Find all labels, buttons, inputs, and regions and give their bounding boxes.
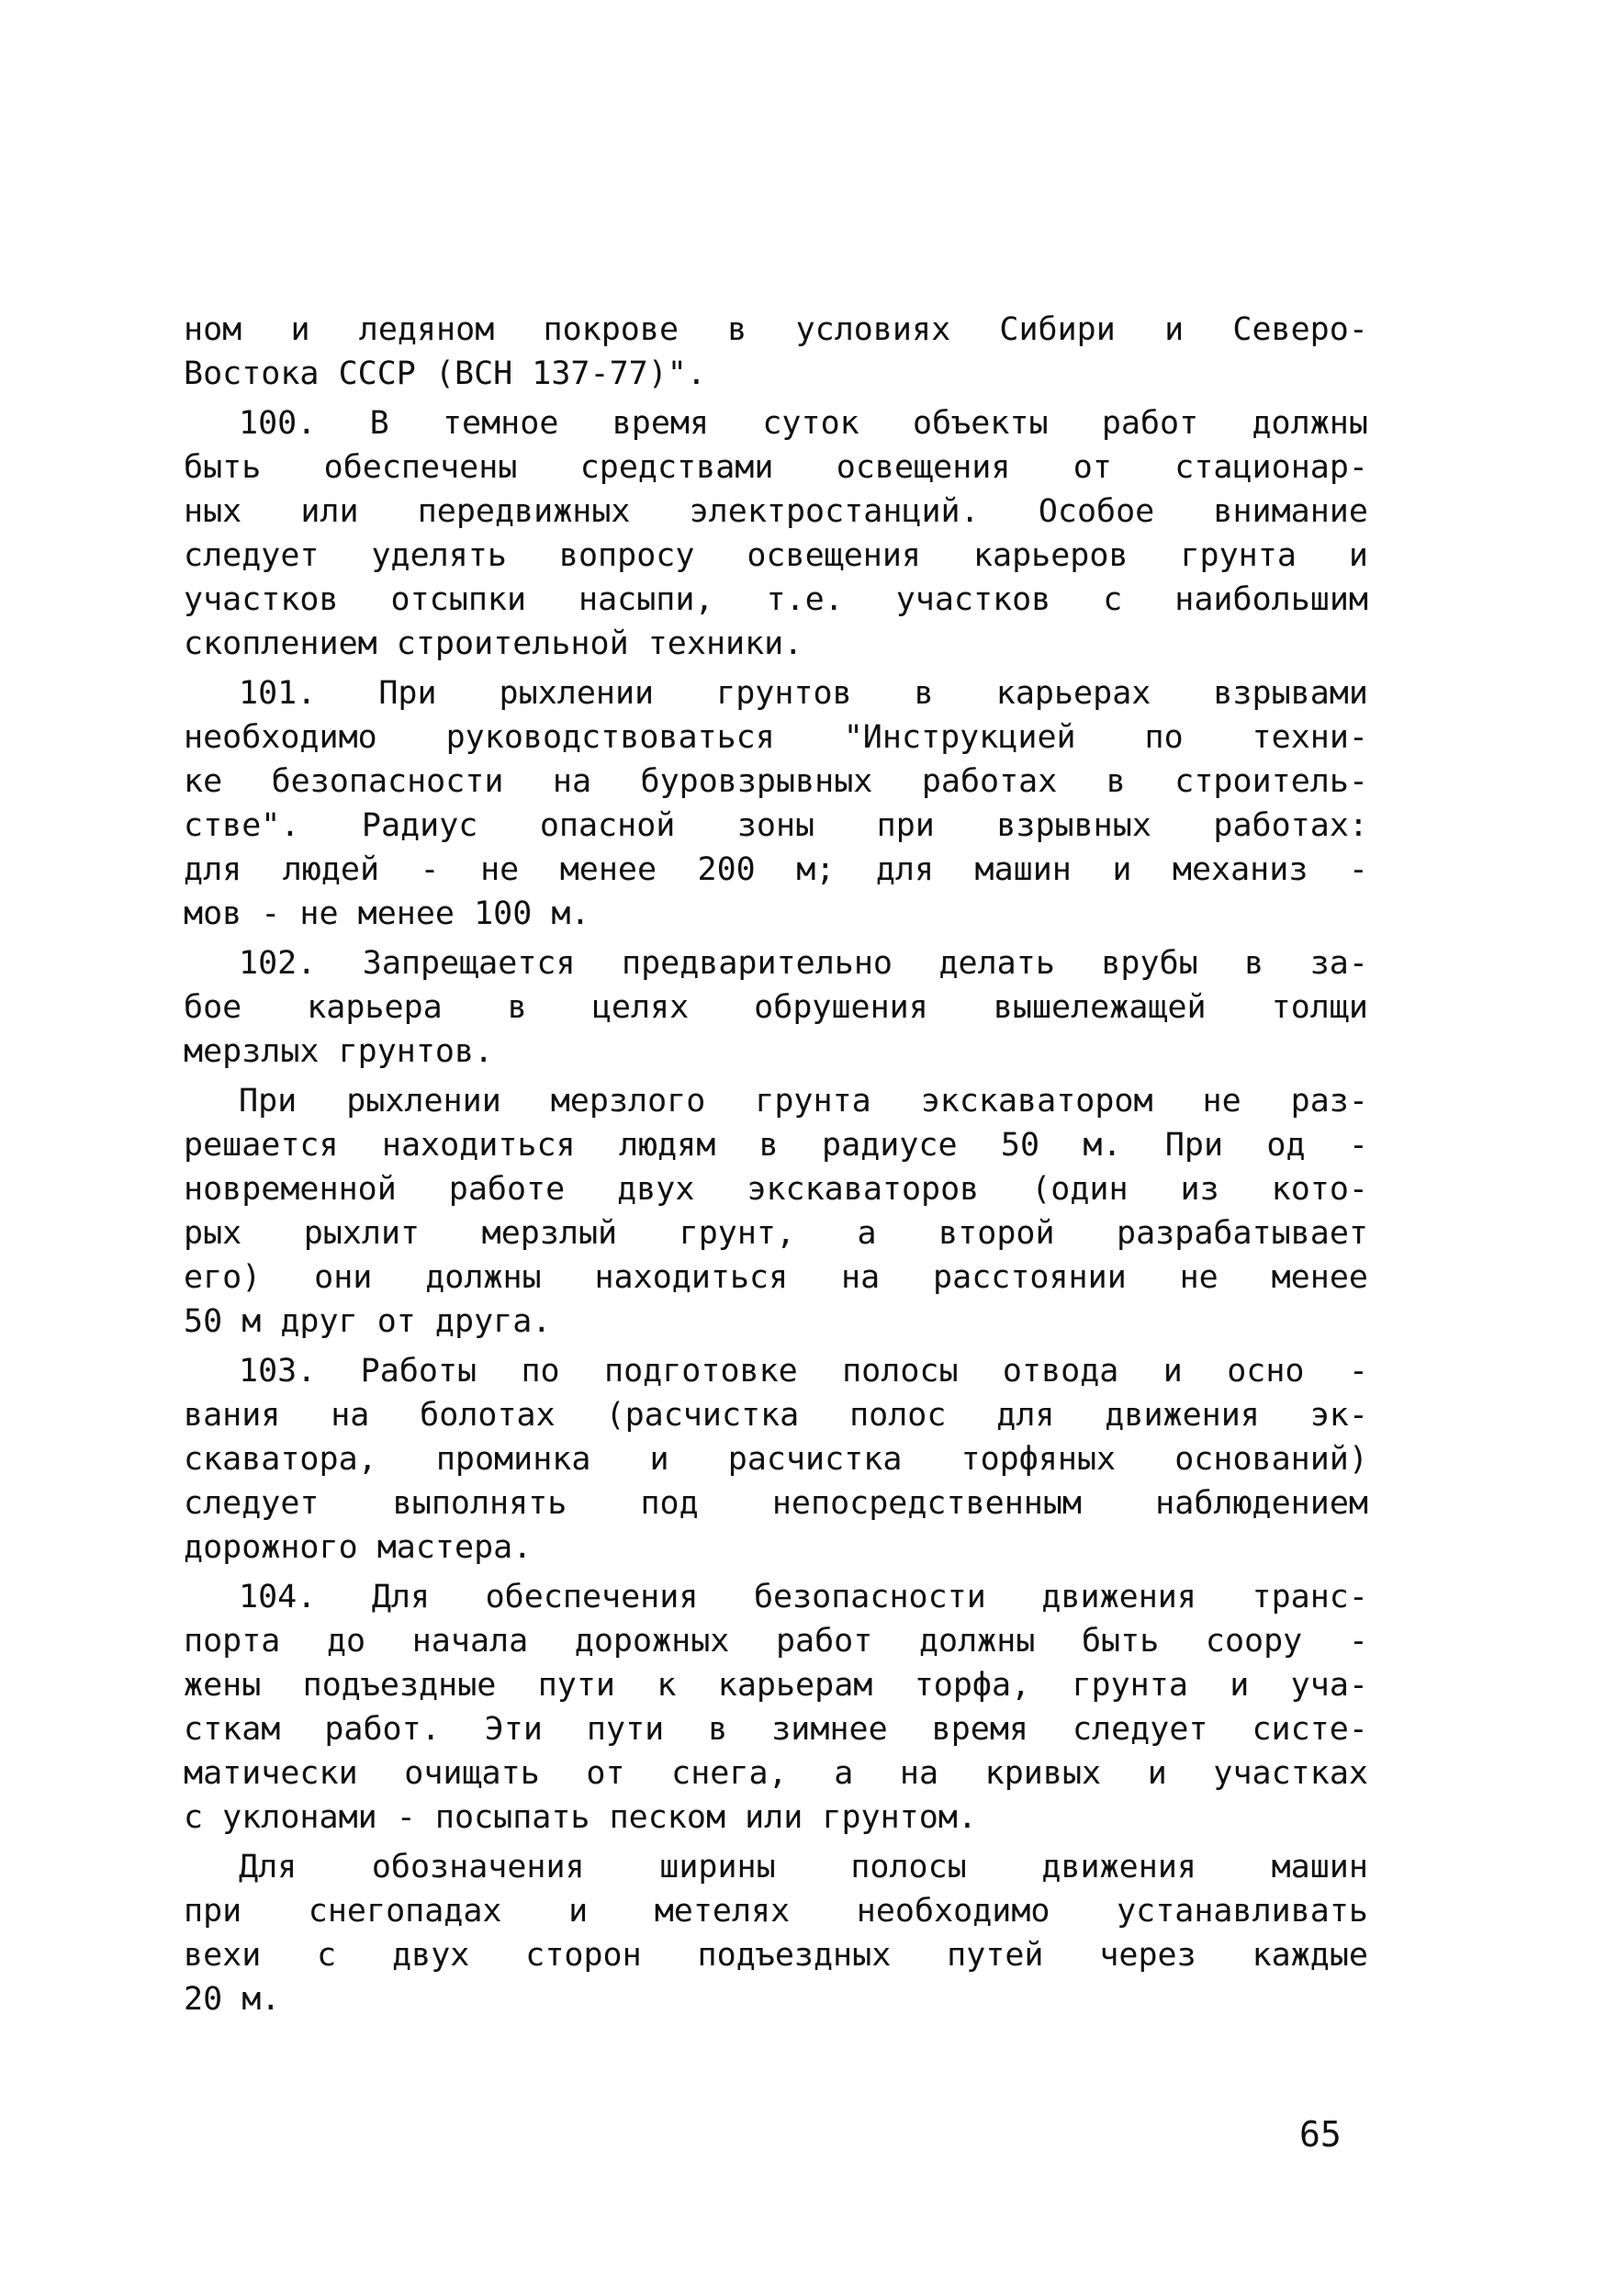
word: мерзлый bbox=[481, 1215, 618, 1252]
word: вехи bbox=[184, 1937, 262, 1974]
word: пути bbox=[586, 1711, 665, 1748]
word: безопасности bbox=[271, 763, 504, 800]
word: участков bbox=[895, 581, 1051, 618]
word: отвода bbox=[1002, 1353, 1119, 1390]
word: менее bbox=[1271, 1259, 1368, 1296]
text-line: скоплением строительной техники. bbox=[184, 625, 803, 662]
word: суток bbox=[762, 405, 859, 442]
word: 104. bbox=[239, 1579, 317, 1615]
word: полосы bbox=[842, 1353, 959, 1390]
word: необходимо bbox=[184, 719, 377, 756]
text-line: 20 м. bbox=[184, 1981, 281, 2018]
word: 200 bbox=[697, 851, 756, 888]
word: - bbox=[1348, 851, 1368, 888]
word: Работы bbox=[360, 1353, 477, 1390]
text-line bbox=[184, 1393, 1368, 1437]
word: по bbox=[521, 1353, 560, 1390]
word: делать bbox=[938, 945, 1055, 982]
word: работах: bbox=[1213, 807, 1368, 844]
word: экскаватором bbox=[920, 1083, 1153, 1120]
word: руководствоваться bbox=[445, 719, 775, 756]
body-text bbox=[184, 308, 1368, 2021]
word: сткам bbox=[184, 1711, 281, 1748]
word: В bbox=[369, 405, 389, 442]
word: мерзлого bbox=[550, 1083, 706, 1120]
word: эк- bbox=[1309, 1397, 1368, 1434]
text-line bbox=[184, 1619, 1368, 1663]
word: обозначения bbox=[371, 1849, 585, 1885]
text-line bbox=[184, 578, 1368, 622]
word: взрывами bbox=[1213, 675, 1368, 712]
word: ширины bbox=[659, 1849, 776, 1885]
word: бое bbox=[184, 989, 242, 1026]
word: 100. bbox=[239, 405, 317, 442]
word: грунтов bbox=[716, 675, 852, 712]
word: рыхлении bbox=[346, 1083, 501, 1120]
word: систе- bbox=[1252, 1711, 1368, 1748]
word: 50 bbox=[1000, 1127, 1040, 1164]
word: дорожных bbox=[574, 1623, 730, 1660]
word: объекты bbox=[913, 405, 1049, 442]
word: в bbox=[507, 989, 527, 1026]
word: скаватора, bbox=[184, 1441, 377, 1478]
word: механиз bbox=[1172, 851, 1308, 888]
word: матически bbox=[184, 1755, 358, 1792]
text-line bbox=[184, 1079, 1368, 1123]
word: работ. bbox=[324, 1711, 441, 1748]
text-line: мов - не менее 100 м. bbox=[184, 895, 590, 932]
word: необходимо bbox=[856, 1893, 1050, 1930]
word: грунта bbox=[755, 1083, 871, 1120]
word: людям bbox=[618, 1127, 716, 1164]
word: толщи bbox=[1271, 989, 1368, 1026]
word: и bbox=[1348, 537, 1368, 574]
word: до bbox=[326, 1623, 366, 1660]
word: Особое bbox=[1038, 493, 1155, 530]
word: на bbox=[552, 763, 592, 800]
word: грунта bbox=[1072, 1667, 1188, 1704]
text-line bbox=[184, 1123, 1368, 1167]
word: подъездных bbox=[697, 1937, 892, 1974]
word: врубы bbox=[1101, 945, 1198, 982]
word: средствами bbox=[579, 449, 774, 486]
word: карьеров bbox=[972, 537, 1129, 574]
word: находиться bbox=[594, 1259, 789, 1296]
word: двух bbox=[392, 1937, 470, 1974]
word: наибольшим bbox=[1174, 581, 1368, 618]
word: двух bbox=[617, 1171, 695, 1208]
word: насыпи, bbox=[578, 581, 714, 618]
word: 102. bbox=[239, 945, 317, 982]
word: а bbox=[857, 1215, 877, 1252]
word: пути bbox=[537, 1667, 615, 1704]
word: Радиус bbox=[361, 807, 478, 844]
word: они bbox=[314, 1259, 373, 1296]
word: вания bbox=[184, 1397, 281, 1434]
word: болотах bbox=[420, 1397, 556, 1434]
word: кривых bbox=[984, 1755, 1102, 1792]
word: движения bbox=[1105, 1397, 1260, 1434]
word: раз- bbox=[1290, 1083, 1368, 1120]
word: решается bbox=[184, 1127, 339, 1164]
word: движения bbox=[1041, 1579, 1196, 1615]
word: - bbox=[1348, 1623, 1368, 1660]
text-line bbox=[184, 760, 1368, 804]
word: в bbox=[914, 675, 934, 712]
text-line bbox=[184, 1437, 1368, 1481]
text-line bbox=[184, 1481, 1368, 1525]
word: грунт, bbox=[679, 1215, 796, 1252]
word: следует bbox=[184, 1485, 320, 1522]
word: следует bbox=[184, 537, 320, 574]
word: соору bbox=[1205, 1623, 1303, 1660]
word: зоны bbox=[736, 807, 815, 844]
word: целях bbox=[591, 989, 690, 1026]
word: рыхлении bbox=[499, 675, 655, 712]
word: м. bbox=[1083, 1127, 1122, 1164]
word: оснований) bbox=[1174, 1441, 1368, 1478]
word: отсыпки bbox=[390, 581, 527, 618]
word: должны bbox=[1252, 405, 1368, 442]
word: од bbox=[1266, 1127, 1306, 1164]
word: путей bbox=[947, 1937, 1044, 1974]
word: Северо- bbox=[1232, 311, 1368, 348]
word: транс- bbox=[1252, 1579, 1368, 1615]
text-line bbox=[184, 1663, 1368, 1707]
text-line bbox=[184, 941, 1368, 985]
word: и bbox=[1230, 1667, 1250, 1704]
word: Для bbox=[239, 1849, 298, 1885]
text-line: дорожного мастера. bbox=[184, 1529, 533, 1566]
word: быть bbox=[1081, 1623, 1160, 1660]
text-line bbox=[184, 1933, 1368, 1977]
word: людей bbox=[282, 851, 380, 888]
word: не bbox=[480, 851, 520, 888]
word: быть bbox=[184, 449, 262, 486]
word: и bbox=[1112, 851, 1132, 888]
word: на bbox=[899, 1755, 939, 1792]
word: полосы bbox=[850, 1849, 967, 1885]
word: находиться bbox=[381, 1127, 576, 1164]
text-line bbox=[184, 1167, 1368, 1211]
word: за- bbox=[1309, 945, 1368, 982]
word: по bbox=[1144, 719, 1184, 756]
text-line bbox=[184, 715, 1368, 760]
word: При bbox=[239, 1083, 298, 1120]
word: при bbox=[184, 1893, 242, 1930]
word: и bbox=[649, 1441, 669, 1478]
text-line bbox=[184, 1889, 1368, 1933]
word: снега, bbox=[671, 1755, 788, 1792]
word: ке bbox=[184, 763, 223, 800]
word: и bbox=[1147, 1755, 1167, 1792]
page-number: 65 bbox=[1299, 2114, 1342, 2155]
word: м; bbox=[796, 851, 836, 888]
word: его) bbox=[184, 1259, 262, 1296]
text-line: с уклонами - посыпать песком или грунтом. bbox=[184, 1799, 977, 1836]
word: Эти bbox=[484, 1711, 543, 1748]
word: - bbox=[1348, 1353, 1368, 1390]
word: для bbox=[875, 851, 935, 888]
word: стве". bbox=[184, 807, 300, 844]
word: в bbox=[758, 1127, 779, 1164]
word: Сибири bbox=[999, 311, 1116, 348]
word: наблюдением bbox=[1155, 1485, 1368, 1522]
word: и bbox=[1164, 311, 1185, 348]
word: обеспечены bbox=[323, 449, 518, 486]
word: торфа, bbox=[914, 1667, 1031, 1704]
word: уделять bbox=[371, 537, 507, 574]
word: предварительно bbox=[622, 945, 893, 982]
word: карьерах bbox=[995, 675, 1151, 712]
text-line bbox=[184, 308, 1368, 352]
word: время bbox=[931, 1711, 1028, 1748]
word: осно bbox=[1227, 1353, 1305, 1390]
word: время bbox=[612, 405, 710, 442]
word: устанавливать bbox=[1117, 1893, 1368, 1930]
text-line: 50 м друг от друга. bbox=[184, 1303, 552, 1340]
word: - bbox=[420, 851, 440, 888]
word: электростанций. bbox=[689, 493, 980, 530]
word: от bbox=[1073, 449, 1112, 486]
word: зимнее bbox=[771, 1711, 888, 1748]
word: грунта bbox=[1180, 537, 1297, 574]
word: передвижных bbox=[417, 493, 631, 530]
word: очищать bbox=[404, 1755, 540, 1792]
word: рыхлит bbox=[303, 1215, 421, 1252]
word: через bbox=[1099, 1937, 1196, 1974]
word: темное bbox=[442, 405, 559, 442]
word: внимание bbox=[1213, 493, 1368, 530]
word: т.е. bbox=[766, 581, 844, 618]
word: ледяном bbox=[358, 311, 495, 348]
word: работ bbox=[1101, 405, 1199, 442]
word: стационар- bbox=[1174, 449, 1368, 486]
word: кото- bbox=[1271, 1171, 1368, 1208]
text-line bbox=[184, 490, 1368, 534]
word: При bbox=[1164, 1127, 1224, 1164]
word: под bbox=[640, 1485, 699, 1522]
text-line bbox=[184, 445, 1368, 490]
word: 101. bbox=[239, 675, 317, 712]
text-line bbox=[184, 1255, 1368, 1300]
word: вопросу bbox=[558, 537, 695, 574]
word: уча- bbox=[1290, 1667, 1368, 1704]
word: 103. bbox=[239, 1353, 317, 1390]
text-line bbox=[184, 1349, 1368, 1393]
word: второй bbox=[938, 1215, 1055, 1252]
word: жены bbox=[184, 1667, 262, 1704]
word: на bbox=[841, 1259, 881, 1296]
word: порта bbox=[184, 1623, 281, 1660]
word: работах bbox=[921, 763, 1058, 800]
text-line bbox=[184, 848, 1368, 892]
word: а bbox=[834, 1755, 854, 1792]
word: расчистка bbox=[727, 1441, 903, 1478]
word: полос bbox=[849, 1397, 947, 1434]
word: при bbox=[876, 807, 935, 844]
text-line bbox=[184, 804, 1368, 848]
word: из bbox=[1180, 1171, 1219, 1208]
word: безопасности bbox=[753, 1579, 986, 1615]
text-line bbox=[184, 1707, 1368, 1751]
text-line bbox=[184, 985, 1368, 1030]
word: менее bbox=[559, 851, 657, 888]
word: ном bbox=[184, 311, 242, 348]
word: для bbox=[184, 851, 242, 888]
word: для bbox=[996, 1397, 1055, 1434]
word: в bbox=[1106, 763, 1126, 800]
word: должны bbox=[918, 1623, 1036, 1660]
word: машин bbox=[974, 851, 1072, 888]
text-line bbox=[184, 671, 1368, 715]
word: или bbox=[300, 493, 359, 530]
text-line: Востока СССР (ВСН 137-77)". bbox=[184, 355, 706, 392]
word: сторон bbox=[525, 1937, 642, 1974]
text-line bbox=[184, 1845, 1368, 1889]
word: рых bbox=[184, 1215, 242, 1252]
word: строитель- bbox=[1174, 763, 1368, 800]
word: метелях bbox=[654, 1893, 791, 1930]
word: При bbox=[378, 675, 437, 712]
word: с bbox=[1103, 581, 1123, 618]
word: не bbox=[1202, 1083, 1241, 1120]
word: к bbox=[657, 1667, 677, 1704]
text-line bbox=[184, 1575, 1368, 1619]
word: (один bbox=[1031, 1171, 1129, 1208]
word: освещения bbox=[836, 449, 1011, 486]
word: обеспечения bbox=[485, 1579, 699, 1615]
word: карьерам bbox=[717, 1667, 873, 1704]
word: и bbox=[290, 311, 310, 348]
word: проминка bbox=[435, 1441, 591, 1478]
word: разрабатывает bbox=[1117, 1215, 1368, 1252]
word: ных bbox=[184, 493, 242, 530]
word: Для bbox=[371, 1579, 431, 1615]
word: движения bbox=[1041, 1849, 1196, 1885]
word: расстоянии bbox=[933, 1259, 1127, 1296]
word: следует bbox=[1072, 1711, 1208, 1748]
word: от bbox=[586, 1755, 625, 1792]
word: карьера bbox=[307, 989, 443, 1026]
text-line: мерзлых грунтов. bbox=[184, 1033, 494, 1070]
word: в bbox=[708, 1711, 728, 1748]
word: взрывных bbox=[996, 807, 1151, 844]
word: буровзрывных bbox=[640, 763, 873, 800]
word: покрове bbox=[543, 311, 679, 348]
word: участков bbox=[184, 581, 339, 618]
word: участках bbox=[1213, 1755, 1368, 1792]
word: опасной bbox=[539, 807, 676, 844]
word: "Инструкцией bbox=[843, 719, 1076, 756]
word: в bbox=[727, 311, 747, 348]
word: (расчистка bbox=[605, 1397, 800, 1434]
word: экскаваторов bbox=[747, 1171, 980, 1208]
word: Запрещается bbox=[362, 945, 576, 982]
word: должны bbox=[425, 1259, 542, 1296]
word: торфяных bbox=[960, 1441, 1117, 1478]
text-line bbox=[184, 1211, 1368, 1255]
text-line bbox=[184, 1751, 1368, 1795]
word: и bbox=[1162, 1353, 1183, 1390]
word: техни- bbox=[1252, 719, 1368, 756]
word: в bbox=[1244, 945, 1264, 982]
word: условиях bbox=[795, 311, 951, 348]
text-line bbox=[184, 534, 1368, 578]
word: с bbox=[317, 1937, 337, 1974]
word: работ bbox=[775, 1623, 873, 1660]
word: радиусе bbox=[822, 1127, 958, 1164]
word: выполнять bbox=[392, 1485, 567, 1522]
text-line bbox=[184, 401, 1368, 445]
word: и bbox=[568, 1893, 589, 1930]
word: подготовке bbox=[604, 1353, 798, 1390]
word: обрушения bbox=[754, 989, 928, 1026]
word: освещения bbox=[747, 537, 922, 574]
word: начала bbox=[411, 1623, 529, 1660]
word: - bbox=[1348, 1127, 1368, 1164]
word: непосредственным bbox=[771, 1485, 1083, 1522]
word: машин bbox=[1271, 1849, 1368, 1885]
word: на bbox=[331, 1397, 370, 1434]
word: снегопадах bbox=[308, 1893, 502, 1930]
word: каждые bbox=[1252, 1937, 1368, 1974]
word: подъездные bbox=[302, 1667, 497, 1704]
word: вышележащей bbox=[993, 989, 1207, 1026]
word: новременной bbox=[184, 1171, 397, 1208]
word: не bbox=[1179, 1259, 1219, 1296]
word: работе bbox=[448, 1171, 566, 1208]
